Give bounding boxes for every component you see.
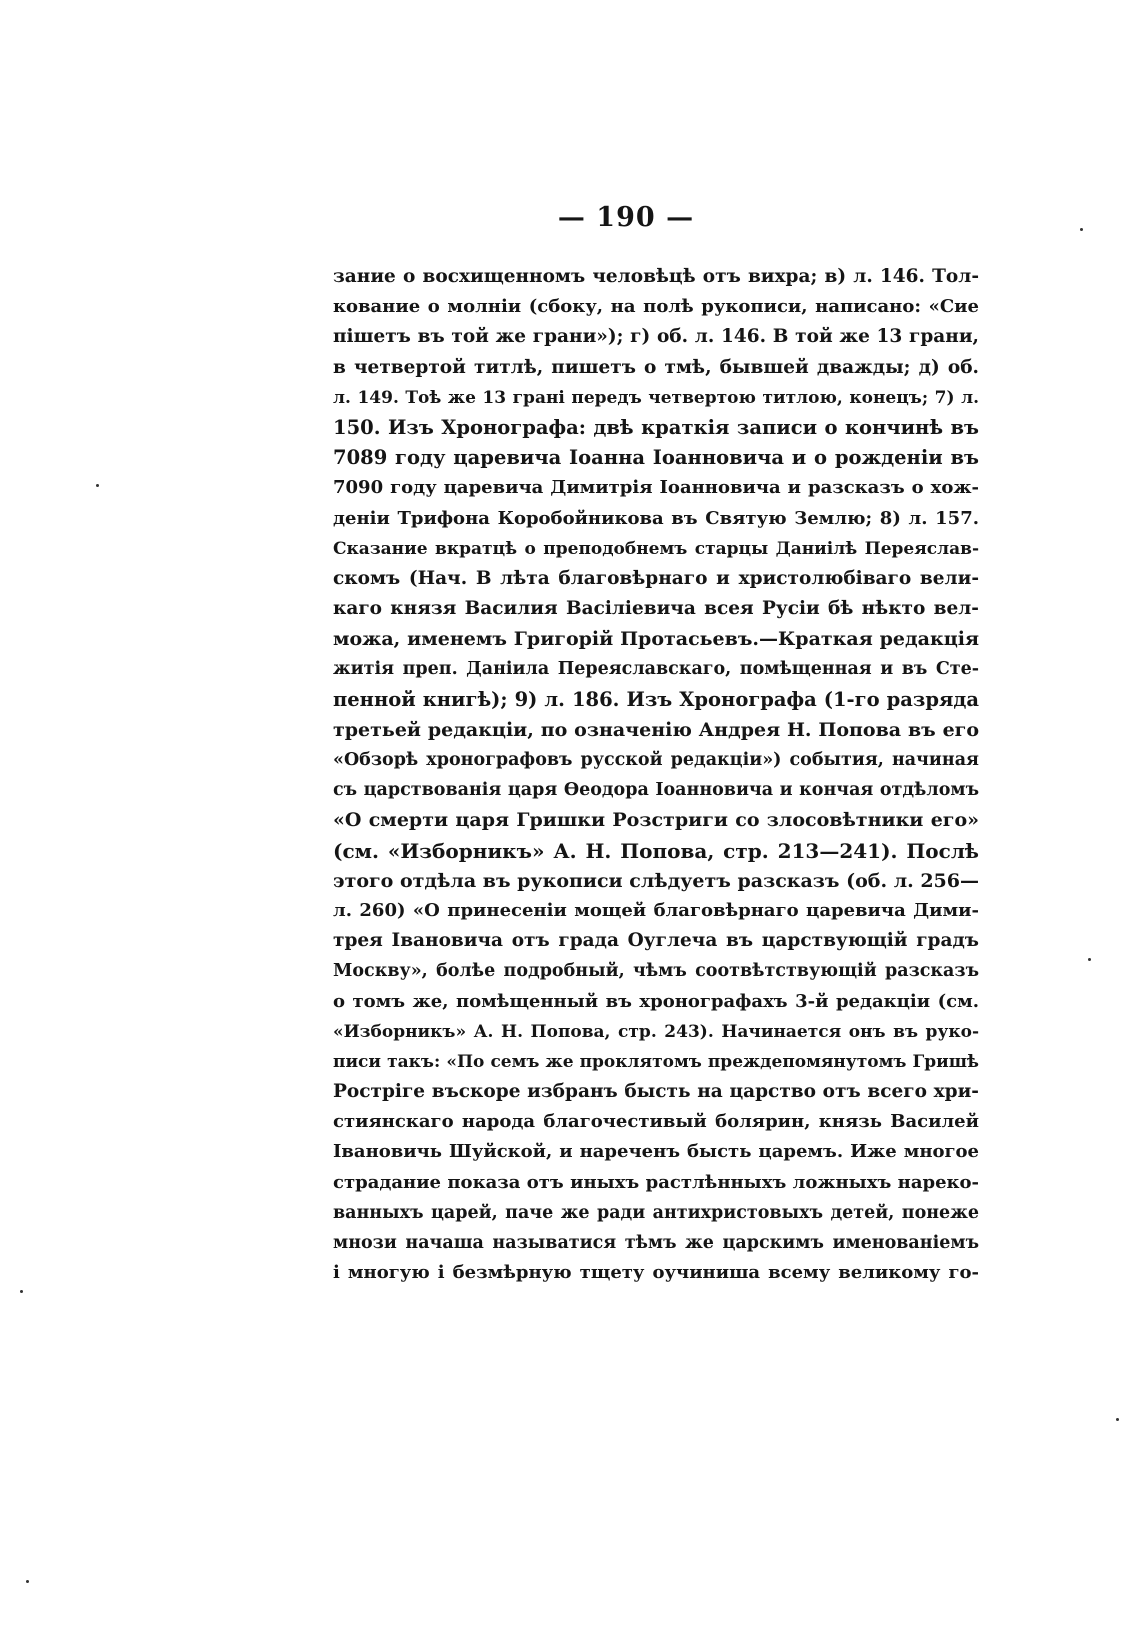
text-line: Івановичь Шуйской, и нареченъ бысть царемъ. Иже многое	[333, 1141, 979, 1163]
text-line: скомъ (Нач. В лѣта благовѣрнаго и христолюбіваго вели-	[333, 567, 979, 589]
text-line: житія преп. Даніила Переяславскаго, помѣщенная и въ Сте-	[333, 659, 979, 680]
text-line: писи такъ: «По семъ же проклятомъ преждепомянутомъ Гришѣ	[333, 1051, 979, 1072]
text-line: Сказание вкратцѣ о преподобнемъ старцы Даниілѣ Переяслав-	[333, 538, 979, 559]
text-line: л. 260) «О принесеніи мощей благовѣрнаго царевича Дими-	[333, 899, 979, 921]
text-line: этого отдѣла въ рукописи слѣдуетъ разсказъ (об. л. 256—	[333, 869, 979, 892]
text-line: стиянскаго народа благочестивый болярин, князь Василей	[333, 1111, 979, 1133]
text-line: 7089 году царевича Іоанна Іоанновича и о рожденіи въ	[333, 446, 979, 470]
text-line: каго князя Василия Васіліевича всея Русіи бѣ нѣкто вел-	[333, 598, 979, 620]
text-line: Москву», болѣе подробный, чѣмъ соотвѣтствующій разсказъ	[333, 961, 979, 982]
text-line: пішетъ въ той же грани»); г) об. л. 146. В той же 13 грани,	[333, 326, 979, 348]
body-text	[333, 262, 979, 1288]
scan-speck	[1088, 958, 1091, 961]
scan-speck	[96, 484, 99, 487]
text-line: «Изборникъ» А. Н. Попова, стр. 243). Начинается онъ въ руко-	[333, 1021, 979, 1042]
text-line: (см. «Изборникъ» А. Н. Попова, стр. 213—241). Послѣ	[333, 838, 979, 863]
text-line: мнози начаша называтися тѣмъ же царскимъ именованіемъ	[333, 1233, 979, 1253]
text-line: Ростріге въскоре избранъ бысть на царство отъ всего хри-	[333, 1081, 979, 1103]
text-line: можа, именемъ Григорій Протасьевъ.—Краткая редакція	[333, 628, 979, 651]
scan-speck	[1080, 228, 1083, 231]
text-line: деніи Трифона Коробойникова въ Святую Землю; 8) л. 157.	[333, 507, 979, 529]
text-line: пенной книгѣ); 9) л. 186. Изъ Хронографа (1-го разряда	[333, 687, 979, 711]
scan-speck	[1116, 1418, 1119, 1421]
text-line: «Обзорѣ хронографовъ русской редакціи») события, начиная	[333, 750, 979, 770]
text-line: третьей редакціи, по означенію Андрея Н. Попова въ его	[333, 718, 979, 741]
text-line: зание о восхищенномъ человѣцѣ отъ вихра; в) л. 146. Тол-	[333, 266, 979, 287]
text-line: «О смерти царя Гришки Розстриги со злосовѣтники его»	[333, 809, 979, 832]
text-line: 150. Изъ Хронографа: двѣ краткія записи о кончинѣ въ	[333, 415, 979, 439]
text-line: о томъ же, помѣщенный въ хронографахъ 3-й редакціи (см.	[333, 990, 979, 1012]
text-line: і многую і безмѣрную тщету оучиниша всему великому го-	[333, 1262, 979, 1284]
scan-speck	[20, 1290, 23, 1293]
text-line: страдание показа отъ иныхъ растлѣнныхъ ложныхъ нареко-	[333, 1171, 979, 1193]
text-line: ванныхъ царей, паче же ради антихристовыхъ детей, понеже	[333, 1202, 979, 1223]
scan-speck	[26, 1580, 29, 1583]
text-line: в четвертой титлѣ, пишетъ о тмѣ, бывшей дважды; д) об.	[333, 356, 979, 378]
page-number: — 190 —	[557, 202, 695, 233]
text-line: съ царствованія царя Өеодора Іоанновича и кончая отдѣломъ	[333, 780, 979, 801]
text-line: л. 149. Тоѣ же 13 грані передъ четвертою титлою, конецъ; 7) л.	[333, 387, 979, 408]
text-line: кование о молніи (сбоку, на полѣ рукописи, написано: «Сие	[333, 296, 979, 318]
text-line: 7090 году царевича Димитрія Іоанновича и разсказъ о хож-	[333, 477, 979, 499]
text-line: трея Івановича отъ града Оуглеча въ царствующій градъ	[333, 930, 979, 952]
